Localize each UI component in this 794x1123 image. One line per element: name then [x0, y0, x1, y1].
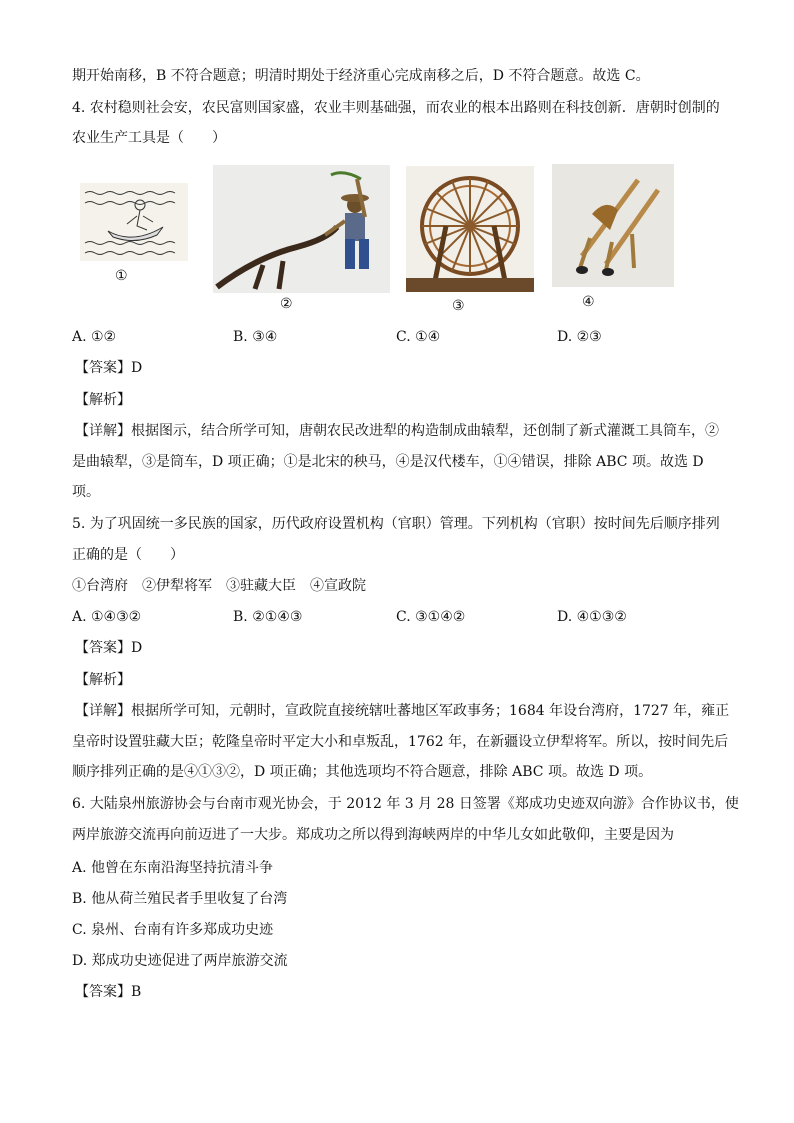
q5-stem-line1: 5. 为了巩固统一多民族的国家，历代政府设置机构（官职）管理。下列机构（官职）按时间先后顺序排列 [72, 516, 720, 532]
q4-detail-line2: 是曲辕犁，③是筒车，D 项正确；①是北宋的秧马，④是汉代楼车，①④错误，排除 ABC 项。故选 D [72, 454, 704, 470]
q5-items: ①台湾府 ②伊犁将军 ③驻藏大臣 ④宣政院 [72, 578, 366, 594]
image-louche [552, 164, 674, 287]
q5-answer: 【答案】D [75, 640, 143, 656]
q6-option-a[interactable]: A. 他曾在东南沿海坚持抗清斗争 [72, 860, 274, 876]
image-quyuanli [213, 165, 390, 293]
q4-detail-line1: 【详解】根据图示，结合所学可知，唐朝农民改进犁的构造制成曲辕犁，还创制了新式灌溉工具筒车，② [75, 423, 719, 439]
image-label-3: ③ [452, 298, 465, 314]
q5-option-d[interactable]: D. ④①③② [557, 609, 627, 625]
q4-option-c[interactable]: C. ①④ [396, 329, 441, 345]
image-label-1: ① [115, 268, 128, 284]
q4-detail-line3: 项。 [72, 484, 100, 500]
q5-detail-line3: 顺序排列正确的是④①③②，D 项正确；其他选项均不符合题意，排除 ABC 项。故选 D 项。 [72, 764, 653, 780]
q5-option-c[interactable]: C. ③①④② [396, 609, 466, 625]
image-label-2: ② [280, 296, 293, 312]
q4-stem-line2: 农业生产工具是（ ） [72, 130, 226, 146]
q5-analysis-heading: 【解析】 [75, 672, 131, 688]
q6-option-c[interactable]: C. 泉州、台南有许多郑成功史迹 [72, 922, 274, 938]
q6-option-b[interactable]: B. 他从荷兰殖民者手里收复了台湾 [72, 891, 288, 907]
q5-option-a[interactable]: A. ①④③② [72, 609, 142, 625]
q6-option-d[interactable]: D. 郑成功史迹促进了两岸旅游交流 [72, 953, 288, 969]
q5-detail-line1: 【详解】根据所学可知，元朝时，宣政院直接统辖吐蕃地区军政事务；1684 年设台湾府，1727 年，雍正 [75, 703, 730, 719]
image-yangma [80, 183, 188, 261]
image-label-4: ④ [582, 294, 595, 310]
q5-detail-line2: 皇帝时设置驻藏大臣；乾隆皇帝时平定大小和卓叛乱，1762 年，在新疆设立伊犁将军。所以，按时间先后 [72, 734, 729, 750]
prev-answer-tail: 期开始南移，B 不符合题意；明清时期处于经济重心完成南移之后，D 不符合题意。故选 C。 [72, 68, 650, 84]
q5-option-b[interactable]: B. ②①④③ [233, 609, 303, 625]
q5-stem-line2: 正确的是（ ） [72, 547, 184, 563]
image-tongche [406, 166, 534, 292]
q4-option-b[interactable]: B. ③④ [233, 329, 278, 345]
q4-answer: 【答案】D [75, 360, 143, 376]
q4-option-d[interactable]: D. ②③ [557, 329, 602, 345]
q4-analysis-heading: 【解析】 [75, 392, 131, 408]
q6-stem-line1: 6. 大陆泉州旅游协会与台南市观光协会，于 2012 年 3 月 28 日签署《郑成功史迹双向游》合作协议书，使 [72, 796, 739, 812]
q4-stem-line1: 4. 农村稳则社会安，农民富则国家盛，农业丰则基础强，而农业的根本出路则在科技创新．唐朝时创制的 [72, 100, 720, 116]
q6-stem-line2: 两岸旅游交流再向前迈进了一大步。郑成功之所以得到海峡两岸的中华儿女如此敬仰，主要是因为 [72, 827, 674, 843]
q6-answer: 【答案】B [75, 984, 142, 1000]
q4-option-a[interactable]: A. ①② [72, 329, 117, 345]
